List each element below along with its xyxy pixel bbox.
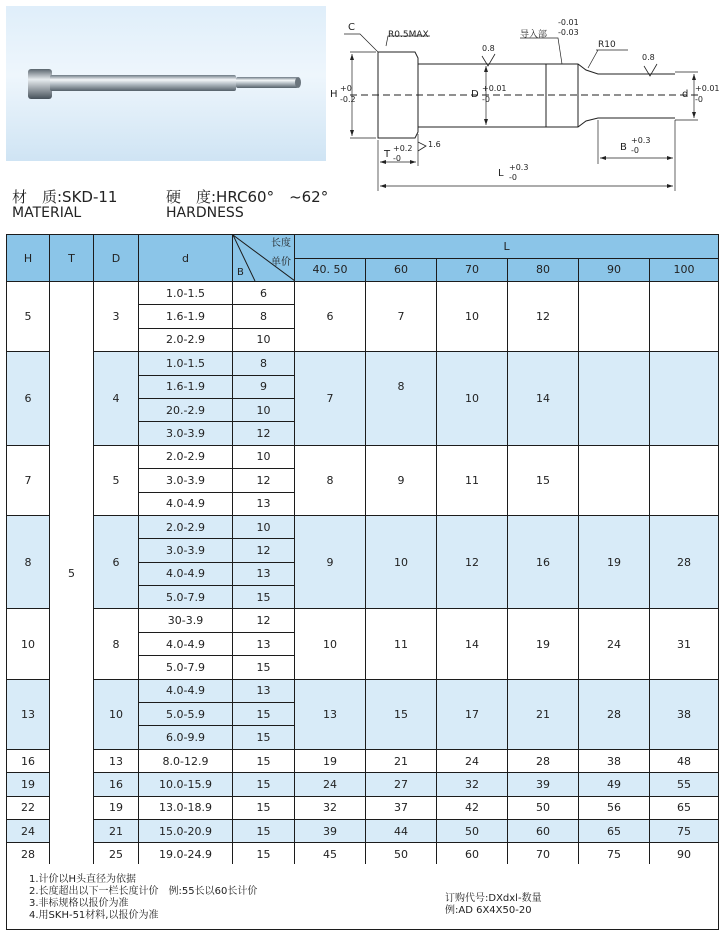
guide-tol-top: -0.01 (558, 18, 579, 27)
guide-tol-bot: -0.03 (558, 28, 579, 37)
table-row (7, 445, 719, 468)
d-range-cell: 10.0-15.9 (139, 773, 233, 796)
h-tol-top: +0 (340, 84, 352, 93)
length-col-1: 60 (366, 258, 437, 282)
price-cell: 37 (366, 796, 437, 819)
b-cell: 6 (233, 282, 295, 305)
b-cell: 15 (233, 843, 295, 866)
d-big-cell: 19 (94, 796, 139, 819)
price-cell: 45 (295, 843, 366, 866)
price-cell: 19 (295, 749, 366, 772)
table-row (7, 773, 719, 796)
c-label: C (348, 22, 355, 33)
roughness-1: 0.8 (482, 44, 495, 53)
length-col-4: 90 (579, 258, 650, 282)
price-cell: 24 (579, 609, 650, 679)
h-cell: 5 (7, 282, 50, 352)
price-cell: 11 (437, 445, 508, 515)
table-row (7, 749, 719, 772)
price-cell: 27 (366, 773, 437, 796)
price-cell: 14 (508, 352, 579, 446)
b-cell: 12 (233, 609, 295, 632)
price-cell (650, 282, 719, 352)
small-d-tol-top: +0.01 (695, 84, 720, 93)
b-cell: 15 (233, 586, 295, 609)
table-body (7, 282, 719, 867)
length-col-3: 80 (508, 258, 579, 282)
d-range-cell: 5.0-5.9 (139, 703, 233, 726)
table-row (7, 352, 719, 375)
price-cell: 39 (508, 773, 579, 796)
header-h: H (7, 235, 50, 282)
b-cell: 15 (233, 656, 295, 679)
price-cell: 75 (650, 819, 719, 842)
price-cell (650, 352, 719, 446)
d-tol-bot: -0 (482, 95, 490, 104)
t-cell: 5 (50, 282, 94, 867)
b-cell: 13 (233, 492, 295, 515)
note-4: 4.用SKH-51材料,以报价为准 (29, 910, 159, 921)
d-big-cell: 8 (94, 609, 139, 679)
d-range-cell: 4.0-4.9 (139, 679, 233, 702)
price-cell: 10 (366, 515, 437, 609)
price-cell: 8 (366, 352, 437, 446)
b-cell: 10 (233, 515, 295, 538)
length-col-0: 40. 50 (295, 258, 366, 282)
price-cell: 75 (579, 843, 650, 866)
h-cell: 6 (7, 352, 50, 446)
price-cell: 10 (437, 352, 508, 446)
price-cell: 50 (508, 796, 579, 819)
hardness-label: 硬 度:HRC60° ~62° (166, 188, 329, 206)
b-cell: 8 (233, 352, 295, 375)
length-col-5: 100 (650, 258, 719, 282)
b-cell: 15 (233, 749, 295, 772)
material-en-label: MATERIAL (12, 205, 82, 221)
h-tol-bot: -0.2 (340, 95, 356, 104)
price-cell: 12 (508, 282, 579, 352)
price-cell: 56 (579, 796, 650, 819)
h-cell: 28 (7, 843, 50, 866)
price-cell: 28 (579, 679, 650, 749)
price-cell: 7 (295, 352, 366, 446)
price-cell: 10 (437, 282, 508, 352)
notes-box (6, 864, 719, 930)
price-cell: 6 (295, 282, 366, 352)
d-range-cell: 15.0-20.9 (139, 819, 233, 842)
price-cell: 17 (437, 679, 508, 749)
order-code: 订购代号:DXdxl-数量 (445, 893, 542, 904)
header-b: B (237, 267, 244, 278)
b-cell: 9 (233, 375, 295, 398)
d-range-cell: 4.0-4.9 (139, 632, 233, 655)
table-row (7, 282, 719, 305)
b-cell: 8 (233, 305, 295, 328)
header-unit-price: 单价 (271, 257, 291, 268)
b-cell: 13 (233, 632, 295, 655)
price-cell: 50 (437, 819, 508, 842)
b-tol-bot: -0 (631, 146, 639, 155)
hardness-en-label: HARDNESS (166, 205, 244, 221)
t-tol-bot: -0 (393, 154, 401, 163)
table-row (7, 819, 719, 842)
b-cell: 15 (233, 703, 295, 726)
price-cell (579, 445, 650, 515)
d-big-cell: 5 (94, 445, 139, 515)
d-range-cell: 19.0-24.9 (139, 843, 233, 866)
h-cell: 22 (7, 796, 50, 819)
small-d-label: d (682, 89, 689, 100)
price-cell: 28 (650, 515, 719, 609)
technical-drawing (330, 6, 722, 191)
spec-table (6, 234, 719, 867)
b-cell: 13 (233, 679, 295, 702)
price-cell: 42 (437, 796, 508, 819)
d-range-cell: 20.-2.9 (139, 398, 233, 421)
price-cell: 9 (295, 515, 366, 609)
b-cell: 10 (233, 445, 295, 468)
h-cell: 8 (7, 515, 50, 609)
l-tol-top: +0.3 (509, 163, 529, 172)
header-d-small: d (139, 235, 233, 282)
length-col-2: 70 (437, 258, 508, 282)
d-big-cell: 21 (94, 819, 139, 842)
b-cell: 15 (233, 773, 295, 796)
d-big-cell: 6 (94, 515, 139, 609)
table-row (7, 679, 719, 702)
price-cell: 7 (366, 282, 437, 352)
header-t: T (50, 235, 94, 282)
price-cell: 65 (579, 819, 650, 842)
price-cell (579, 352, 650, 446)
guide-label: 导入部 (520, 30, 548, 40)
b-cell: 12 (233, 539, 295, 562)
d-range-cell: 8.0-12.9 (139, 749, 233, 772)
d-range-cell: 3.0-3.9 (139, 469, 233, 492)
b-cell: 12 (233, 469, 295, 492)
b-cell: 12 (233, 422, 295, 445)
price-cell: 38 (579, 749, 650, 772)
price-cell: 10 (295, 609, 366, 679)
b-cell: 15 (233, 819, 295, 842)
b-tol-top: +0.3 (631, 136, 651, 145)
d-big-cell: 4 (94, 352, 139, 446)
price-cell: 24 (437, 749, 508, 772)
price-cell (579, 282, 650, 352)
price-cell: 19 (508, 609, 579, 679)
d-range-cell: 4.0-4.9 (139, 562, 233, 585)
price-cell: 8 (295, 445, 366, 515)
b-cell: 13 (233, 562, 295, 585)
price-cell: 11 (366, 609, 437, 679)
d-range-cell: 13.0-18.9 (139, 796, 233, 819)
price-cell: 50 (366, 843, 437, 866)
h-cell: 19 (7, 773, 50, 796)
price-cell: 14 (437, 609, 508, 679)
roughness-2: 0.8 (642, 53, 655, 62)
d-big-cell: 16 (94, 773, 139, 796)
price-cell: 9 (366, 445, 437, 515)
h-cell: 10 (7, 609, 50, 679)
d-range-cell: 5.0-7.9 (139, 586, 233, 609)
price-cell: 90 (650, 843, 719, 866)
roughness-3: 1.6 (428, 140, 441, 149)
d-range-cell: 3.0-3.9 (139, 539, 233, 562)
d-range-cell: 1.6-1.9 (139, 375, 233, 398)
price-cell: 21 (366, 749, 437, 772)
b-dim-label: B (620, 142, 627, 153)
price-cell: 15 (366, 679, 437, 749)
note-3: 3.非标规格以报价为准 (29, 898, 129, 909)
table-header (7, 235, 719, 282)
price-cell: 21 (508, 679, 579, 749)
l-tol-bot: -0 (509, 173, 517, 182)
d-range-cell: 4.0-4.9 (139, 492, 233, 515)
price-cell (650, 445, 719, 515)
note-2: 2.长度超出以下一栏长度计价 例:55长以60长计价 (29, 886, 258, 897)
price-cell: 31 (650, 609, 719, 679)
r10-label: R10 (598, 40, 616, 50)
price-cell: 38 (650, 679, 719, 749)
price-cell: 39 (295, 819, 366, 842)
price-cell: 15 (508, 445, 579, 515)
price-cell: 55 (650, 773, 719, 796)
d-range-cell: 5.0-7.9 (139, 656, 233, 679)
price-cell: 13 (295, 679, 366, 749)
note-1: 1.计价以H头直径为依据 (29, 874, 137, 885)
d-range-cell: 2.0-2.9 (139, 445, 233, 468)
l-dim-label: L (498, 168, 504, 179)
d-dim-label: D (471, 89, 479, 100)
price-cell: 19 (579, 515, 650, 609)
price-cell: 70 (508, 843, 579, 866)
table-row (7, 515, 719, 538)
d-range-cell: 1.6-1.9 (139, 305, 233, 328)
price-cell: 65 (650, 796, 719, 819)
b-cell: 10 (233, 398, 295, 421)
header-length: 长度 (271, 238, 291, 249)
table-row (7, 843, 719, 866)
d-big-cell: 10 (94, 679, 139, 749)
price-cell: 12 (437, 515, 508, 609)
h-cell: 24 (7, 819, 50, 842)
d-big-cell: 13 (94, 749, 139, 772)
header-b-length-diagonal (233, 235, 295, 282)
d-range-cell: 30-3.9 (139, 609, 233, 632)
small-d-tol-bot: -0 (695, 95, 703, 104)
price-cell: 60 (437, 843, 508, 866)
price-cell: 28 (508, 749, 579, 772)
d-range-cell: 1.0-1.5 (139, 282, 233, 305)
b-cell: 15 (233, 796, 295, 819)
b-cell: 15 (233, 726, 295, 749)
header-l: L (295, 235, 719, 259)
h-cell: 7 (7, 445, 50, 515)
d-tol-top: +0.01 (482, 84, 507, 93)
price-cell: 48 (650, 749, 719, 772)
price-cell: 32 (295, 796, 366, 819)
d-range-cell: 3.0-3.9 (139, 422, 233, 445)
b-cell: 10 (233, 328, 295, 351)
d-range-cell: 1.0-1.5 (139, 352, 233, 375)
d-range-cell: 2.0-2.9 (139, 328, 233, 351)
price-cell: 60 (508, 819, 579, 842)
d-range-cell: 6.0-9.9 (139, 726, 233, 749)
price-cell: 16 (508, 515, 579, 609)
price-cell: 44 (366, 819, 437, 842)
d-big-cell: 3 (94, 282, 139, 352)
h-cell: 16 (7, 749, 50, 772)
h-cell: 13 (7, 679, 50, 749)
table-row (7, 796, 719, 819)
h-dim-label: H (330, 89, 338, 100)
header-d-big: D (94, 235, 139, 282)
r05-label: R0.5MAX (388, 30, 429, 40)
price-cell: 32 (437, 773, 508, 796)
d-range-cell: 2.0-2.9 (139, 515, 233, 538)
price-cell: 49 (579, 773, 650, 796)
d-big-cell: 25 (94, 843, 139, 866)
table-row (7, 609, 719, 632)
price-cell: 24 (295, 773, 366, 796)
material-label: 材 质:SKD-11 (12, 188, 118, 206)
t-dim-label: T (384, 149, 391, 160)
ejector-pin-photo (6, 6, 326, 161)
t-tol-top: +0.2 (393, 144, 413, 153)
order-example: 例:AD 6X4X50-20 (445, 905, 532, 916)
product-photo (6, 6, 326, 161)
